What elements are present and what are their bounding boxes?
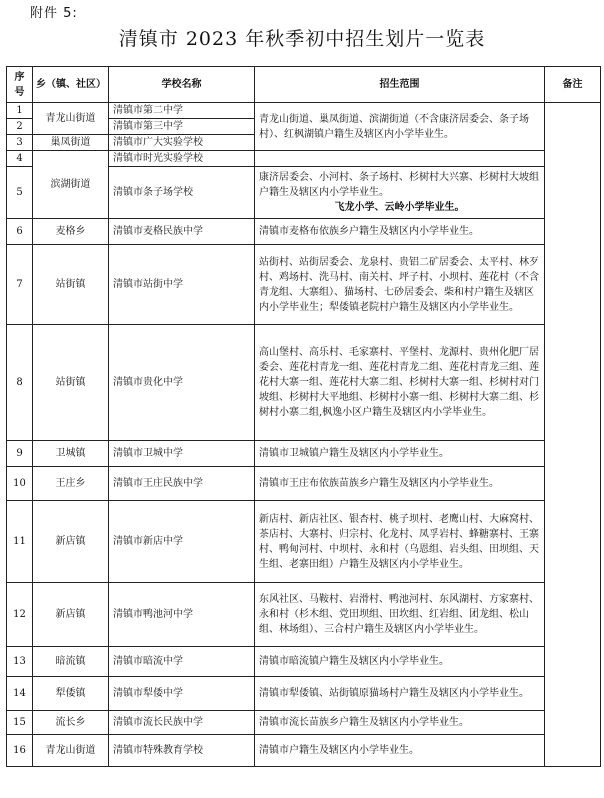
row-no: 2 xyxy=(7,119,33,135)
row-range-bold: 飞龙小学、云岭小学毕业生。 xyxy=(334,202,465,213)
page-title: 清镇市 2023 年秋季初中招生划片一览表 xyxy=(118,28,486,50)
header-note: 备注 xyxy=(545,67,601,103)
table-row xyxy=(7,325,601,441)
row-school: 清镇市暗流中学 xyxy=(109,647,255,677)
row-no: 8 xyxy=(7,325,33,441)
row-school: 清镇市第三中学 xyxy=(109,119,255,135)
row-school: 清镇市王庄民族中学 xyxy=(109,467,255,501)
row-range: 清镇市王庄布依族苗族乡户籍生及辖区内小学毕业生。 xyxy=(255,467,545,501)
table-row xyxy=(7,583,601,647)
row-no: 3 xyxy=(7,135,33,151)
table-row xyxy=(7,677,601,711)
table-row xyxy=(7,467,601,501)
row-school: 清镇市时光实验学校 xyxy=(109,151,255,167)
row-town: 站街镇 xyxy=(33,245,109,325)
note-cell xyxy=(545,103,601,767)
row-school: 清镇市站街中学 xyxy=(109,245,255,325)
enrollment-table xyxy=(6,66,601,767)
row-range: 清镇市麦格布依族乡户籍生及辖区内小学毕业生。 xyxy=(255,219,545,245)
row-range xyxy=(255,167,545,219)
row-range: 新店村、新店社区、银杏村、桃子坝村、老鹰山村、大麻窝村、茶店村、大寨村、归宗村、化龙村、凤孚岩村、蜂糖寨村、王寨村、鸭甸河村、中坝村、永和村（乌恩组、岩头组、田坝组、天生组、老寨田组）户籍生及辖区内小学毕业生。 xyxy=(255,501,545,583)
row-no: 15 xyxy=(7,711,33,735)
row-no: 16 xyxy=(7,735,33,767)
row-town: 滨湖街道 xyxy=(33,151,109,219)
row-range: 东风社区、马鞍村、岩滑村、鸭池河村、东风湖村、方家寨村、永和村（杉木组、党田坝组、田坎组、红岩组、团龙组、松山组、林场组）、三合村户籍生及辖区内小学毕业生。 xyxy=(255,583,545,647)
row-range: 高山堡村、高乐村、毛家寨村、平堡村、龙源村、贵州化肥厂居委会、莲花村青龙一组、莲花村青龙二组、莲花村青龙三组、莲花村大寨一组、莲花村大寨二组、杉树村大寨一组、杉树村对门坡组、杉树村大平地组、杉树村小寨一组、杉树村大寨二组、杉树村小寨二组,枫逸小区户籍生及辖区内小学毕业生。 xyxy=(255,325,545,441)
empty-range-cell xyxy=(255,151,545,167)
row-school: 清镇市流长民族中学 xyxy=(109,711,255,735)
row-no: 9 xyxy=(7,441,33,467)
row-no: 14 xyxy=(7,677,33,711)
table-row xyxy=(7,441,601,467)
header-no: 序号 xyxy=(7,67,33,103)
row-town: 站街镇 xyxy=(33,325,109,441)
header-school: 学校名称 xyxy=(109,67,255,103)
table-row xyxy=(7,151,601,167)
row-school: 清镇市犁倭中学 xyxy=(109,677,255,711)
row-range: 清镇市户籍生及辖区内小学毕业生。 xyxy=(255,735,545,767)
header-town: 乡（镇、社区） xyxy=(33,67,109,103)
row-town: 暗流镇 xyxy=(33,647,109,677)
row-no: 11 xyxy=(7,501,33,583)
row-school: 清镇市卫城中学 xyxy=(109,441,255,467)
row-range: 清镇市暗流镇户籍生及辖区内小学毕业生。 xyxy=(255,647,545,677)
row-no: 1 xyxy=(7,103,33,119)
row-town: 青龙山街道 xyxy=(33,735,109,767)
row-no: 7 xyxy=(7,245,33,325)
row-range: 清镇市卫城镇户籍生及辖区内小学毕业生。 xyxy=(255,441,545,467)
row-school: 清镇市条子场学校 xyxy=(109,167,255,219)
row-school: 清镇市鸭池河中学 xyxy=(109,583,255,647)
row-no: 4 xyxy=(7,151,33,167)
table-row xyxy=(7,735,601,767)
row-range: 站街村、站街居委会、龙泉村、贵铝二矿居委会、太平村、林歹村、鸡场村、洗马村、南关村、坪子村、小坝村、莲花村（不含青龙组、大寨组）、猫场村、七砂居委会、柴和村户籍生及辖区内小学毕业生；犁倭镇老院村户籍生及辖区内小学毕业生。 xyxy=(255,245,545,325)
header-row xyxy=(7,67,601,103)
row-town: 卫城镇 xyxy=(33,441,109,467)
row-town: 流长乡 xyxy=(33,711,109,735)
row-no: 10 xyxy=(7,467,33,501)
row-range: 清镇市流长苗族乡户籍生及辖区内小学毕业生。 xyxy=(255,711,545,735)
attachment-label: 附件 5: xyxy=(30,6,78,21)
row-school: 清镇市麦格民族中学 xyxy=(109,219,255,245)
table-row xyxy=(7,245,601,325)
row-no: 5 xyxy=(7,167,33,219)
row-school: 清镇市第二中学 xyxy=(109,103,255,119)
row-town: 新店镇 xyxy=(33,501,109,583)
row-school: 清镇市特殊教育学校 xyxy=(109,735,255,767)
row-town: 新店镇 xyxy=(33,583,109,647)
row-school: 清镇市新店中学 xyxy=(109,501,255,583)
row-no: 13 xyxy=(7,647,33,677)
row-range: 清镇市犁倭镇、站街镇原猫场村户籍生及辖区内小学毕业生。 xyxy=(255,677,545,711)
row-town: 青龙山街道 xyxy=(33,103,109,135)
header-range: 招生范围 xyxy=(255,67,545,103)
row-school: 清镇市贵化中学 xyxy=(109,325,255,441)
row-range-text: 康济居委会、小河村、条子场村、杉树村大兴寨、杉树村大坡组户籍生及辖区内小学毕业生。 xyxy=(259,172,539,198)
table-row xyxy=(7,103,601,119)
row-no: 6 xyxy=(7,219,33,245)
row-school: 清镇市广大实验学校 xyxy=(109,135,255,151)
row-town: 王庄乡 xyxy=(33,467,109,501)
row-town: 巢凤街道 xyxy=(33,135,109,151)
row-range: 青龙山街道、巢凤街道、滨湖街道（不含康济居委会、条子场村）、红枫湖镇户籍生及辖区内小学毕业生。 xyxy=(255,103,545,151)
table-row xyxy=(7,711,601,735)
row-town: 犁倭镇 xyxy=(33,677,109,711)
table-row xyxy=(7,219,601,245)
row-no: 12 xyxy=(7,583,33,647)
table-row xyxy=(7,647,601,677)
table-row xyxy=(7,501,601,583)
row-town: 麦格乡 xyxy=(33,219,109,245)
